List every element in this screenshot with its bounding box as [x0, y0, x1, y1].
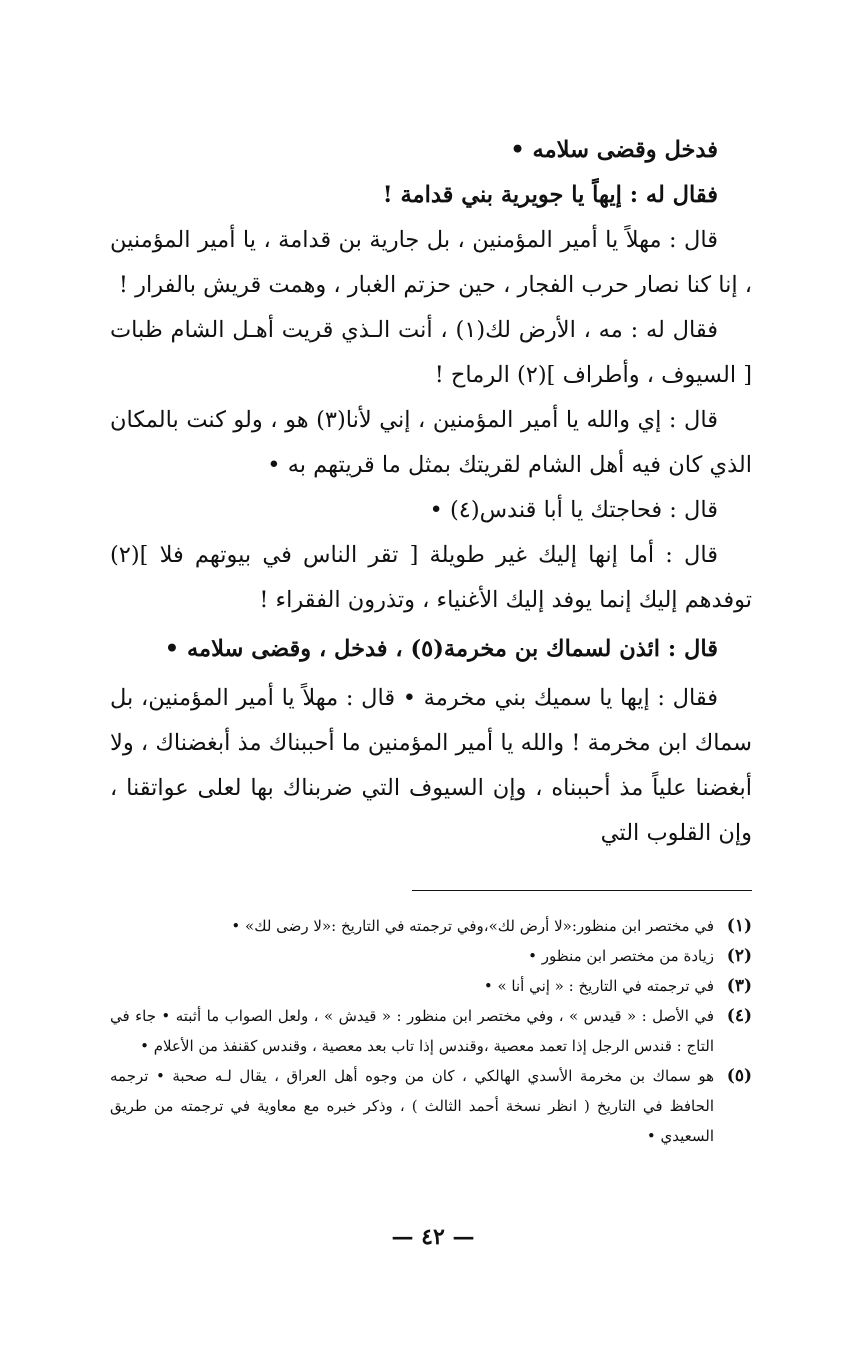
paragraph: قال : إي والله يا أمير المؤمنين ، إني لأنا(٣) هو ، ولو كنت بالمكان الذي كان فيه أهل الشام لقريتك بمثل ما قريتهم به •: [110, 407, 752, 478]
paragraph: فقال : إيها يا سميك بني مخرمة • قال : مهلاً يا أمير المؤمنين، بل سماك ابن مخرمة ! والله يا أمير المؤمنين ما أحببناك مذ أبغضناك ، ولا أبغضنا علياً مذ أحببناه ، وإن السيوف التي ضربناك بها لعلى عواتقنا ، وإن القلوب التي: [110, 685, 752, 846]
footnote-number: (٣): [726, 976, 752, 996]
paragraph: قال : فحاجتك يا أبا قندس(٤) •: [429, 497, 718, 523]
paragraph: فقال له : مه ، الأرض لك(١) ، أنت الـذي قريت أهـل الشام ظبات [ السيوف ، وأطراف ](٢) الرماح !: [110, 317, 752, 388]
footnote-text: هو سماك بن مخرمة الأسدي الهالكي ، كان من وجوه أهل العراق ، يقال لـه صحبة • ترجمه الحافظ في التاريخ ( انظر نسخة أحمد الثالث ) ، وذكر خبره مع معاوية في ترجمته من طريق السعيدي •: [110, 1067, 714, 1145]
page-number: — ٤٢ —: [391, 1224, 475, 1250]
footnotes: [110, 911, 752, 1151]
footnote: [110, 1061, 752, 1151]
footnote-number: (١): [726, 916, 752, 936]
footnote-text: في الأصل : « قيدس » ، وفي مختصر ابن منظور : « قيدش » ، ولعل الصواب ما أثبته • جاء في التاج : قندس الرجل إذا تعمد معصية ،وقندس إذا تاب بعد معصية ، وقندس كقنفذ من الأعلام •: [110, 1007, 714, 1055]
footnote: [110, 911, 752, 941]
footnote-divider: [412, 890, 752, 891]
paragraph: قال : ائذن لسماك بن مخرمة(٥) ، فدخل ، وقضى سلامه •: [164, 636, 718, 662]
paragraph: قال : مهلاً يا أمير المؤمنين ، بل جارية بن قدامة ، يا أمير المؤمنين ، إنا كنا نصار حرب الفجار ، حين حزتم الغبار ، وهمت قريش بالفرار !: [110, 227, 752, 298]
main-text: [110, 128, 752, 856]
paragraph: قال : أما إنها إليك غير طويلة [ تقر الناس في بيوتهم فلا ](٢) توفدهم إليك إنما يوفد إليك الأغنياء ، وتذرون الفقراء !: [110, 542, 752, 613]
footnote-text: زيادة من مختصر ابن منظور •: [528, 947, 714, 965]
footnote-number: (٢): [726, 946, 752, 966]
footnote-text: في مختصر ابن منظور:«لا أرض لك»،وفي ترجمته في التاريخ :«لا رضى لك» •: [231, 917, 714, 935]
footnote-text: في ترجمته في التاريخ : « إني أنا » •: [483, 977, 714, 995]
footnote: [110, 971, 752, 1001]
footnote-number: (٤): [726, 1006, 752, 1026]
footnote-number: (٥): [726, 1066, 752, 1086]
paragraph: فدخل وقضى سلامه •: [510, 137, 718, 163]
footnote: [110, 1001, 752, 1061]
paragraph: فقال له : إيهاً يا جويرية بني قدامة !: [382, 182, 718, 208]
footnote: [110, 941, 752, 971]
